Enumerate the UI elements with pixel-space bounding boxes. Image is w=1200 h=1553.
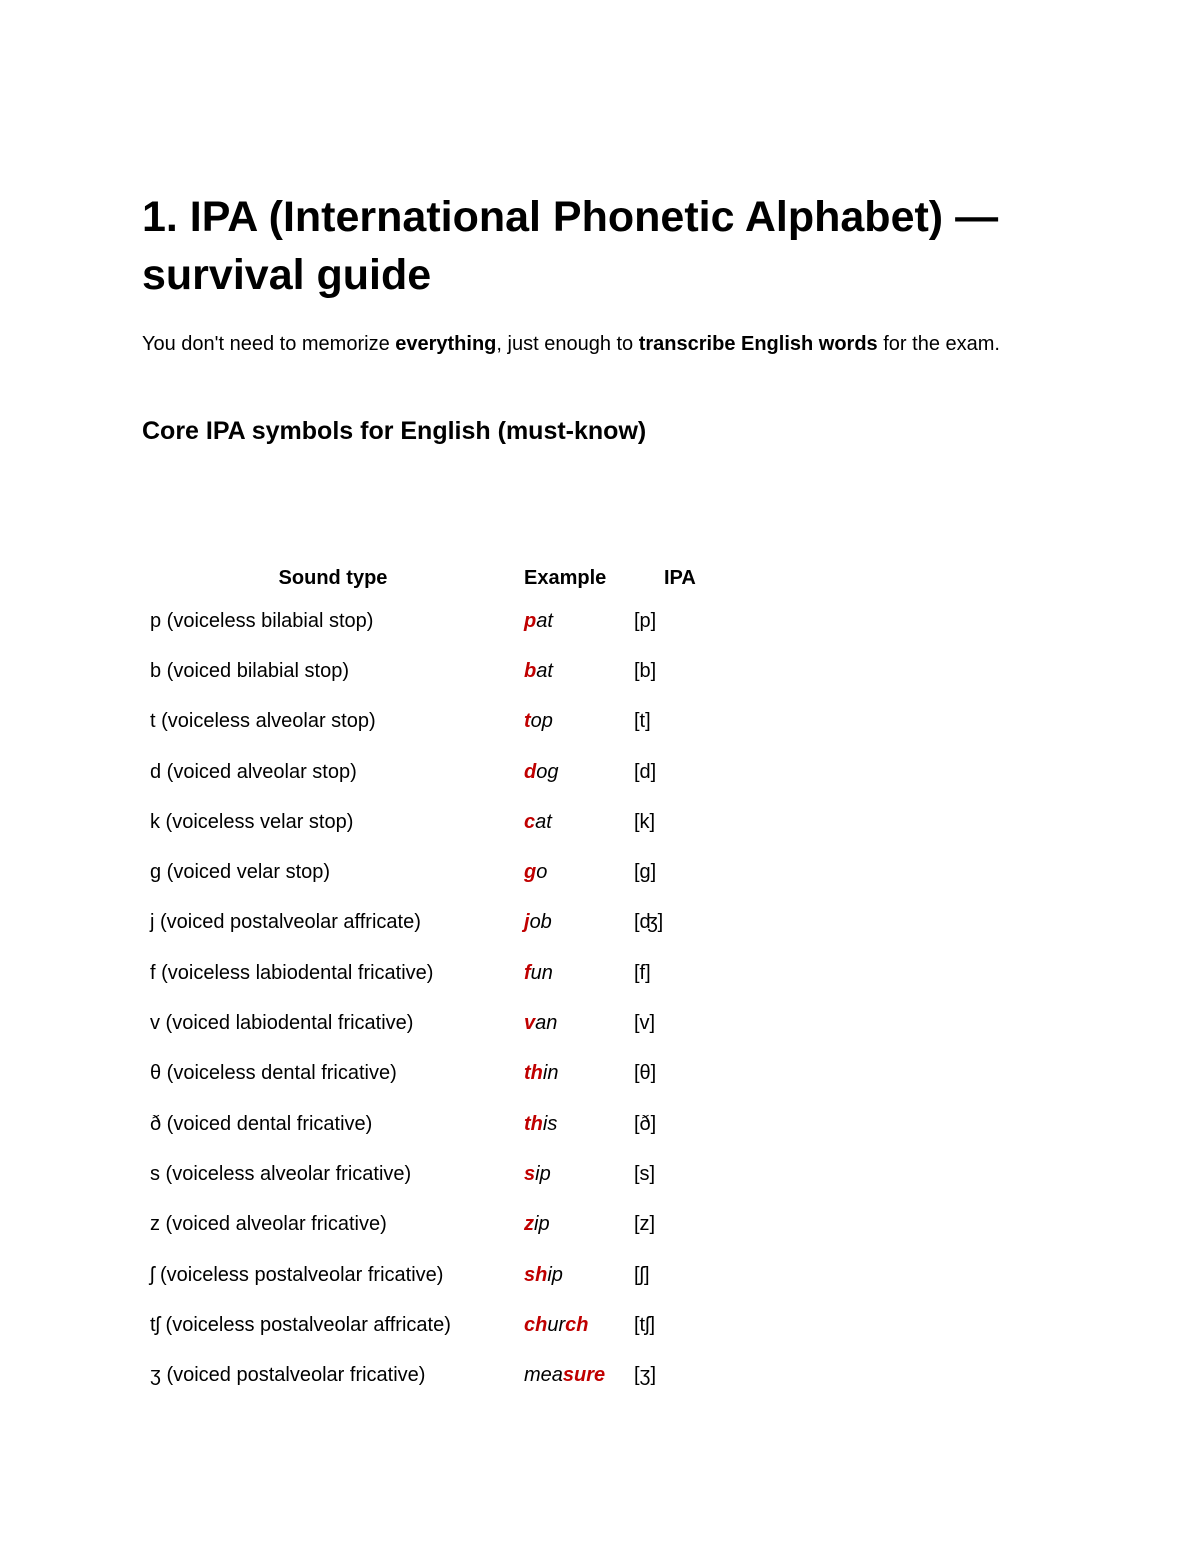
- example-rest: og: [536, 760, 559, 783]
- example-highlight: ch: [524, 1313, 548, 1336]
- example-highlight: p: [524, 609, 537, 632]
- ipa-symbol-cell: [g]: [634, 861, 657, 884]
- table-row: [142, 646, 764, 696]
- example-highlight: g: [524, 861, 537, 884]
- table-row: [142, 1149, 764, 1199]
- header-sound-type: Sound type: [278, 566, 388, 589]
- example-word-cell: [524, 1200, 634, 1250]
- sound-type-cell: v (voiced labiodental fricative): [150, 1012, 414, 1035]
- table-row: [142, 1350, 764, 1400]
- table-row: [142, 596, 764, 646]
- example-word-cell: [524, 697, 634, 747]
- table-row: [142, 998, 764, 1048]
- ipa-symbol-cell: [p]: [634, 609, 657, 632]
- section-heading: Core IPA symbols for English (must-know): [142, 417, 647, 445]
- header-example: Example: [524, 566, 607, 589]
- ipa-symbol-cell: [v]: [634, 1012, 656, 1035]
- intro-paragraph: [142, 330, 1062, 359]
- sound-type-cell: s (voiceless alveolar fricative): [150, 1162, 412, 1185]
- sound-type-cell: b (voiced bilabial stop): [150, 659, 349, 682]
- example-word-cell: [524, 1099, 634, 1149]
- example-highlight: c: [524, 810, 536, 833]
- ipa-symbol-cell: [t]: [634, 710, 651, 733]
- ipa-symbols-table: [142, 560, 764, 1401]
- example-highlight: z: [524, 1213, 534, 1236]
- example-rest: is: [542, 1112, 558, 1135]
- example-word-cell: [524, 898, 634, 948]
- sound-type-cell: tʃ (voiceless postalveolar affricate): [150, 1313, 451, 1336]
- intro-text: , just enough to: [496, 333, 639, 355]
- example-highlight: b: [524, 659, 537, 682]
- ipa-symbol-cell: [ʃ]: [634, 1263, 650, 1286]
- table-row: [142, 1200, 764, 1250]
- example-word-cell: [524, 1049, 634, 1099]
- ipa-symbol-cell: [z]: [634, 1213, 656, 1236]
- sound-type-cell: θ (voiceless dental fricative): [150, 1062, 397, 1085]
- table-row: [142, 1250, 764, 1300]
- table-row: [142, 1300, 764, 1350]
- table-row: [142, 1099, 764, 1149]
- example-highlight: d: [524, 760, 537, 783]
- example-rest: at: [536, 609, 553, 632]
- intro-text: You don't need to memorize: [142, 333, 396, 355]
- sound-type-cell: f (voiceless labiodental fricative): [150, 961, 434, 984]
- ipa-symbol-cell: [tʃ]: [634, 1313, 656, 1336]
- ipa-symbol-cell: [f]: [634, 961, 651, 984]
- example-word-cell: [524, 847, 634, 897]
- example-highlight: ch: [565, 1313, 589, 1336]
- sound-type-cell: z (voiced alveolar fricative): [150, 1213, 387, 1236]
- example-word-cell: [524, 646, 634, 696]
- table-row: [142, 898, 764, 948]
- example-word-cell: [524, 1250, 634, 1300]
- example-rest: o: [536, 861, 548, 884]
- example-word-cell: [524, 948, 634, 998]
- example-rest: in: [542, 1062, 559, 1085]
- example-highlight: th: [524, 1112, 543, 1135]
- example-highlight: th: [524, 1062, 543, 1085]
- example-word-cell: [524, 1350, 634, 1400]
- example-highlight: f: [524, 961, 531, 984]
- sound-type-cell: ʃ (voiceless postalveolar fricative): [150, 1263, 444, 1286]
- intro-text: for the exam.: [877, 333, 1000, 355]
- sound-type-cell: g (voiced velar stop): [150, 861, 331, 884]
- table-row: [142, 797, 764, 847]
- example-highlight: v: [524, 1012, 536, 1035]
- ipa-symbol-cell: [s]: [634, 1162, 656, 1185]
- intro-bold-everything: everything: [395, 333, 497, 355]
- example-word-cell: [524, 596, 634, 646]
- example-rest: op: [530, 710, 553, 733]
- sound-type-cell: j (voiced postalveolar affricate): [150, 911, 421, 934]
- sound-type-cell: k (voiceless velar stop): [150, 810, 354, 833]
- ipa-symbol-cell: [θ]: [634, 1062, 657, 1085]
- sound-type-cell: ð (voiced dental fricative): [150, 1112, 373, 1135]
- table-row: [142, 1049, 764, 1099]
- example-word-cell: [524, 1300, 634, 1350]
- ipa-symbol-cell: [d]: [634, 760, 657, 783]
- example-word-cell: [524, 1149, 634, 1199]
- example-word-cell: [524, 747, 634, 797]
- table-header-row: [142, 560, 764, 596]
- example-word-cell: [524, 998, 634, 1048]
- sound-type-cell: ʒ (voiced postalveolar fricative): [150, 1364, 426, 1387]
- example-rest: mea: [524, 1364, 563, 1387]
- example-rest: ob: [529, 911, 552, 934]
- example-rest: ip: [534, 1213, 550, 1236]
- intro-bold-transcribe: transcribe English words: [638, 333, 878, 355]
- ipa-symbol-cell: [k]: [634, 810, 656, 833]
- example-rest: ip: [535, 1162, 551, 1185]
- example-highlight: j: [524, 911, 530, 934]
- example-rest: ip: [547, 1263, 563, 1286]
- sound-type-cell: p (voiceless bilabial stop): [150, 609, 374, 632]
- example-rest: an: [535, 1012, 558, 1035]
- ipa-symbol-cell: [ð]: [634, 1112, 657, 1135]
- ipa-symbol-cell: [ʤ]: [634, 911, 664, 934]
- example-rest: ur: [547, 1313, 566, 1336]
- example-highlight: s: [524, 1162, 536, 1185]
- table-row: [142, 847, 764, 897]
- example-rest: un: [530, 961, 553, 984]
- example-rest: at: [535, 810, 552, 833]
- page-title: 1. IPA (International Phonetic Alphabet) — survival guide: [142, 193, 999, 299]
- table-row: [142, 948, 764, 998]
- example-rest: at: [536, 659, 553, 682]
- sound-type-cell: d (voiced alveolar stop): [150, 760, 357, 783]
- example-highlight: sure: [562, 1364, 606, 1387]
- example-highlight: sh: [524, 1263, 548, 1286]
- table-row: [142, 697, 764, 747]
- example-word-cell: [524, 797, 634, 847]
- ipa-symbol-cell: [b]: [634, 659, 657, 682]
- example-highlight: t: [524, 710, 531, 733]
- sound-type-cell: t (voiceless alveolar stop): [150, 710, 376, 733]
- table-row: [142, 747, 764, 797]
- table-body: [142, 596, 764, 1401]
- header-ipa: IPA: [664, 566, 696, 589]
- ipa-symbol-cell: [ʒ]: [634, 1364, 657, 1387]
